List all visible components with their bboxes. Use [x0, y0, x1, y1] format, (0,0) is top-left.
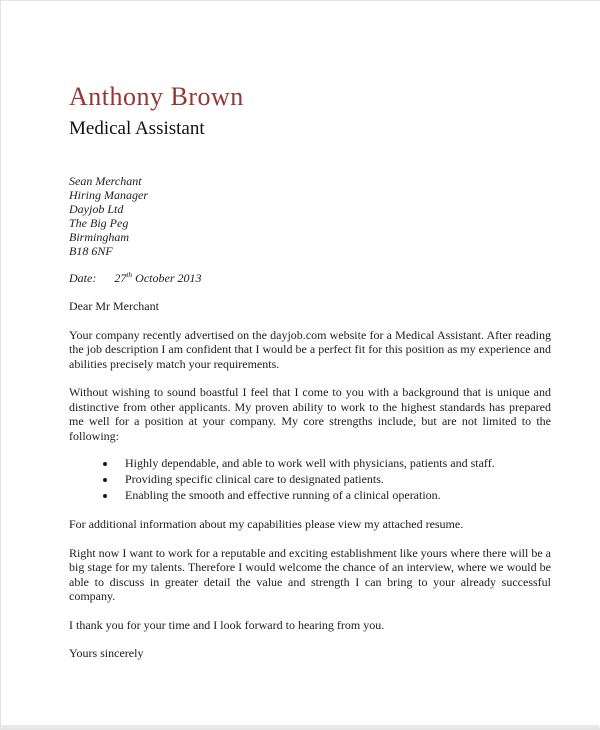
- paragraph-resume-note: For additional information about my capabilities please view my attached resume.: [69, 517, 464, 531]
- letter-body: [69, 299, 551, 661]
- applicant-name: Anthony Brown: [69, 82, 244, 111]
- strength-item: • Enabling the smooth and effective running of a clinical operation.: [117, 488, 551, 503]
- date-day: 27: [114, 271, 127, 285]
- recipient-address-block: [69, 174, 551, 258]
- recipient-name: Sean Merchant: [69, 174, 142, 188]
- recipient-postcode: B18 6NF: [69, 244, 113, 258]
- strength-item: • Providing specific clinical care to designated patients.: [117, 472, 551, 487]
- paragraph-background: Without wishing to sound boastful I feel that I come to you with a background that is unique and distinctive from other applicants. My proven ability to work to the highest standards has prepared me well for a position at your company. My core strengths include, but are not limited to the following:: [69, 385, 551, 443]
- strength-item: • Highly dependable, and able to work well with physicians, patients and staff.: [117, 456, 551, 471]
- recipient-role: Hiring Manager: [69, 188, 148, 202]
- date-label: Date:: [69, 271, 97, 285]
- recipient-street: The Big Peg: [69, 216, 129, 230]
- paragraph-interview-request: Right now I want to work for a reputable and exciting establishment like yours where there will be a big stage for my talents. Therefore I would welcome the chance of an interview, where we would be able to discuss in greater detail the value and strength I can bring to your already successful company.: [69, 545, 551, 603]
- recipient-city: Birmingham: [69, 230, 129, 244]
- applicant-job-title: Medical Assistant: [69, 118, 205, 139]
- core-strengths-list: [69, 456, 551, 503]
- bottom-border-strip: [1, 725, 599, 729]
- cover-letter-page: [1, 1, 600, 727]
- paragraph-thanks: I thank you for your time and I look forward to hearing from you.: [69, 617, 385, 632]
- date-ordinal: th: [126, 270, 133, 279]
- date-line: [69, 271, 551, 285]
- paragraph-intro: Your company recently advertised on the dayjob.com website for a Medical Assistant. After reading the job description I am confident that I would be a perfect fit for this position as my experience and abilities precisely match your requirements.: [69, 327, 551, 371]
- date-month-year: October 2013: [132, 271, 202, 285]
- salutation: Dear Mr Merchant: [69, 299, 159, 313]
- closing-valediction: Yours sincerely: [69, 646, 144, 660]
- recipient-company: Dayjob Ltd: [69, 202, 124, 216]
